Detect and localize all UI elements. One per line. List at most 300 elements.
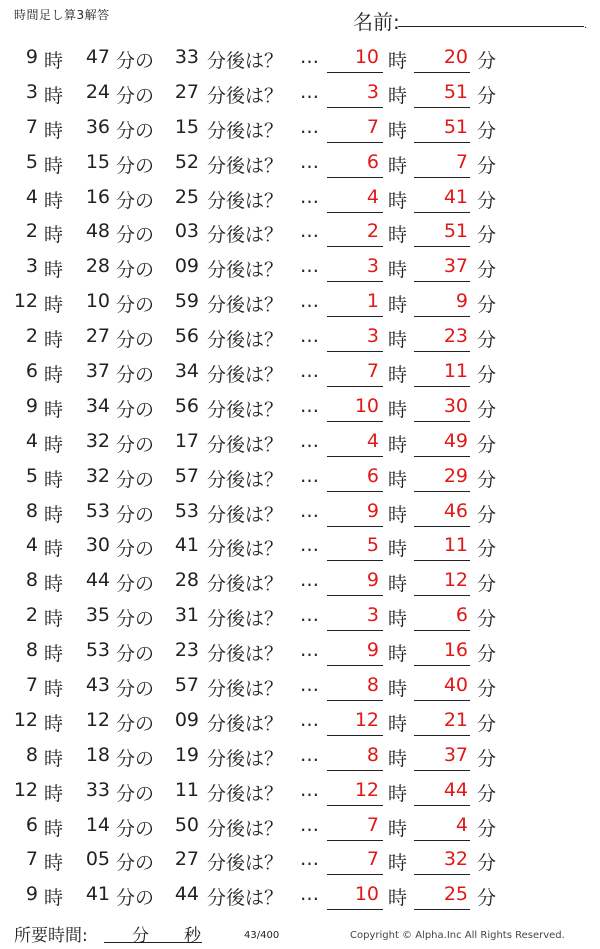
start-minute: 05 bbox=[85, 848, 110, 871]
name-label: 名前: bbox=[353, 10, 400, 34]
answer-hour[interactable]: 9 bbox=[327, 569, 383, 596]
answer-hour[interactable]: 10 bbox=[327, 395, 383, 422]
minute-char: 分 bbox=[477, 538, 497, 561]
added-minutes: 56 bbox=[174, 325, 199, 348]
minute-char: 分 bbox=[477, 224, 497, 247]
name-field-line[interactable] bbox=[398, 26, 584, 27]
hour-char: 時 bbox=[44, 468, 64, 491]
answer-hour[interactable]: 6 bbox=[327, 151, 383, 178]
answer-minute[interactable]: 51 bbox=[414, 116, 470, 143]
minute-char: 分 bbox=[477, 433, 497, 456]
start-hour: 12 bbox=[13, 778, 38, 801]
start-hour: 2 bbox=[25, 325, 38, 348]
hour-char: 時 bbox=[44, 747, 64, 770]
minutes-after-text: 分後は？ bbox=[207, 887, 284, 910]
start-hour: 3 bbox=[25, 80, 38, 103]
start-hour: 9 bbox=[25, 394, 38, 417]
answer-minute[interactable]: 44 bbox=[414, 779, 470, 806]
minute-char: 分 bbox=[477, 84, 497, 107]
hour-char: 時 bbox=[44, 538, 64, 561]
hour-char: 時 bbox=[388, 294, 408, 317]
start-hour: 5 bbox=[25, 464, 38, 487]
hour-char: 時 bbox=[44, 887, 64, 910]
answer-hour[interactable]: 4 bbox=[327, 186, 383, 213]
start-hour: 3 bbox=[25, 255, 38, 278]
minutes-after-text: 分後は？ bbox=[207, 119, 284, 142]
start-minute: 47 bbox=[85, 46, 110, 68]
minutes-after-text: 分後は？ bbox=[207, 712, 284, 735]
ellipsis: … bbox=[300, 674, 319, 697]
minute-char: 分 bbox=[477, 329, 497, 352]
hour-char: 時 bbox=[388, 503, 408, 526]
answer-minute[interactable]: 9 bbox=[414, 290, 470, 317]
minute-of-text: 分の bbox=[116, 84, 155, 107]
hour-char: 時 bbox=[388, 608, 408, 631]
problem-row bbox=[0, 773, 600, 808]
problem-row bbox=[0, 494, 600, 529]
minute-of-text: 分の bbox=[116, 259, 155, 282]
minute-char: 分 bbox=[477, 154, 497, 177]
ellipsis: … bbox=[300, 220, 319, 243]
start-minute: 24 bbox=[85, 80, 110, 103]
minutes-after-text: 分後は？ bbox=[207, 433, 284, 456]
minutes-after-text: 分後は？ bbox=[207, 468, 284, 491]
minute-char: 分 bbox=[477, 364, 497, 387]
added-minutes: 52 bbox=[174, 150, 199, 173]
hour-char: 時 bbox=[44, 573, 64, 596]
start-minute: 32 bbox=[85, 429, 110, 452]
hour-char: 時 bbox=[388, 887, 408, 910]
answer-hour[interactable]: 12 bbox=[327, 779, 383, 806]
hour-char: 時 bbox=[44, 329, 64, 352]
start-minute: 53 bbox=[85, 639, 110, 662]
start-hour: 7 bbox=[25, 115, 38, 138]
problem-row bbox=[0, 842, 600, 877]
problem-row bbox=[0, 877, 600, 912]
answer-hour[interactable]: 9 bbox=[327, 500, 383, 527]
start-hour: 7 bbox=[25, 674, 38, 697]
minute-of-text: 分の bbox=[116, 887, 155, 910]
ellipsis: … bbox=[300, 813, 319, 836]
answer-minute[interactable]: 46 bbox=[414, 500, 470, 527]
minute-of-text: 分の bbox=[116, 503, 155, 526]
hour-char: 時 bbox=[44, 398, 64, 421]
hour-char: 時 bbox=[44, 678, 64, 701]
start-hour: 9 bbox=[25, 46, 38, 68]
answer-minute[interactable]: 49 bbox=[414, 430, 470, 457]
minute-char: 分 bbox=[477, 573, 497, 596]
minute-char: 分 bbox=[477, 712, 497, 735]
start-minute: 14 bbox=[85, 813, 110, 836]
minute-of-text: 分の bbox=[116, 119, 155, 142]
answer-hour[interactable]: 4 bbox=[327, 430, 383, 457]
minutes-after-text: 分後は？ bbox=[207, 50, 284, 72]
added-minutes: 41 bbox=[174, 534, 199, 557]
start-hour: 7 bbox=[25, 848, 38, 871]
minute-of-text: 分の bbox=[116, 747, 155, 770]
minute-of-text: 分の bbox=[116, 224, 155, 247]
answer-minute[interactable]: 12 bbox=[414, 569, 470, 596]
problem-row bbox=[0, 389, 600, 424]
problem-row bbox=[0, 668, 600, 703]
ellipsis: … bbox=[300, 569, 319, 592]
hour-char: 時 bbox=[44, 608, 64, 631]
hour-char: 時 bbox=[44, 119, 64, 142]
minute-char: 分 bbox=[477, 468, 497, 491]
minutes-after-text: 分後は？ bbox=[207, 259, 284, 282]
minute-of-text: 分の bbox=[116, 852, 155, 875]
start-minute: 15 bbox=[85, 150, 110, 173]
start-minute: 35 bbox=[85, 604, 110, 627]
start-minute: 18 bbox=[85, 743, 110, 766]
answer-hour[interactable]: 1 bbox=[327, 290, 383, 317]
hour-char: 時 bbox=[44, 817, 64, 840]
ellipsis: … bbox=[300, 360, 319, 383]
answer-hour[interactable]: 7 bbox=[327, 116, 383, 143]
hour-char: 時 bbox=[44, 84, 64, 107]
answer-minute[interactable]: 30 bbox=[414, 395, 470, 422]
ellipsis: … bbox=[300, 150, 319, 173]
start-hour: 6 bbox=[25, 813, 38, 836]
start-minute: 48 bbox=[85, 220, 110, 243]
ellipsis: … bbox=[300, 708, 319, 731]
added-minutes: 27 bbox=[174, 80, 199, 103]
added-minutes: 23 bbox=[174, 639, 199, 662]
start-minute: 41 bbox=[85, 883, 110, 906]
hour-char: 時 bbox=[388, 84, 408, 107]
minute-char: 分 bbox=[477, 678, 497, 701]
answer-hour[interactable]: 7 bbox=[327, 848, 383, 875]
minute-char: 分 bbox=[477, 782, 497, 805]
problem-row bbox=[0, 354, 600, 389]
problem-list bbox=[0, 40, 600, 912]
ellipsis: … bbox=[300, 464, 319, 487]
hour-char: 時 bbox=[44, 294, 64, 317]
hour-char: 時 bbox=[388, 224, 408, 247]
minute-of-text: 分の bbox=[116, 573, 155, 596]
ellipsis: … bbox=[300, 604, 319, 627]
ellipsis: … bbox=[300, 185, 319, 208]
start-minute: 27 bbox=[85, 325, 110, 348]
answer-minute[interactable]: 16 bbox=[414, 639, 470, 666]
hour-char: 時 bbox=[388, 852, 408, 875]
start-hour: 8 bbox=[25, 499, 38, 522]
minutes-after-text: 分後は？ bbox=[207, 538, 284, 561]
hour-char: 時 bbox=[44, 50, 64, 72]
ellipsis: … bbox=[300, 325, 319, 348]
minute-of-text: 分の bbox=[116, 154, 155, 177]
added-minutes: 03 bbox=[174, 220, 199, 243]
minute-char: 分 bbox=[477, 119, 497, 142]
added-minutes: 31 bbox=[174, 604, 199, 627]
problem-row bbox=[0, 40, 600, 75]
answer-minute[interactable]: 4 bbox=[414, 814, 470, 841]
minutes-after-text: 分後は？ bbox=[207, 329, 284, 352]
minutes-after-text: 分後は？ bbox=[207, 503, 284, 526]
hour-char: 時 bbox=[44, 503, 64, 526]
ellipsis: … bbox=[300, 394, 319, 417]
answer-hour[interactable]: 8 bbox=[327, 744, 383, 771]
hour-char: 時 bbox=[44, 154, 64, 177]
start-hour: 4 bbox=[25, 185, 38, 208]
hour-char: 時 bbox=[388, 468, 408, 491]
start-hour: 6 bbox=[25, 360, 38, 383]
start-minute: 36 bbox=[85, 115, 110, 138]
added-minutes: 34 bbox=[174, 360, 199, 383]
answer-minute[interactable]: 37 bbox=[414, 255, 470, 282]
answer-minute[interactable]: 40 bbox=[414, 674, 470, 701]
minute-of-text: 分の bbox=[116, 364, 155, 387]
time-required-label: 所要時間: bbox=[14, 926, 88, 946]
answer-hour[interactable]: 3 bbox=[327, 325, 383, 352]
problem-row bbox=[0, 319, 600, 354]
problem-row bbox=[0, 598, 600, 633]
ellipsis: … bbox=[300, 883, 319, 906]
start-hour: 4 bbox=[25, 429, 38, 452]
added-minutes: 09 bbox=[174, 255, 199, 278]
problem-row bbox=[0, 808, 600, 843]
added-minutes: 59 bbox=[174, 290, 199, 313]
minutes-after-text: 分後は？ bbox=[207, 852, 284, 875]
problem-row bbox=[0, 459, 600, 494]
minutes-after-text: 分後は？ bbox=[207, 782, 284, 805]
answer-hour[interactable]: 8 bbox=[327, 674, 383, 701]
hour-char: 時 bbox=[388, 189, 408, 212]
minute-of-text: 分の bbox=[116, 678, 155, 701]
minutes-after-text: 分後は？ bbox=[207, 678, 284, 701]
added-minutes: 27 bbox=[174, 848, 199, 871]
hour-char: 時 bbox=[44, 433, 64, 456]
start-hour: 8 bbox=[25, 569, 38, 592]
start-minute: 43 bbox=[85, 674, 110, 697]
minutes-after-text: 分後は？ bbox=[207, 608, 284, 631]
minute-char: 分 bbox=[477, 294, 497, 317]
name-field-dot: . bbox=[584, 20, 588, 31]
minutes-after-text: 分後は？ bbox=[207, 154, 284, 177]
hour-char: 時 bbox=[44, 782, 64, 805]
hour-char: 時 bbox=[388, 433, 408, 456]
minute-char: 分 bbox=[477, 398, 497, 421]
minutes-after-text: 分後は？ bbox=[207, 643, 284, 666]
start-minute: 28 bbox=[85, 255, 110, 278]
answer-minute[interactable]: 29 bbox=[414, 465, 470, 492]
hour-char: 時 bbox=[44, 224, 64, 247]
copyright-text: Copyright © Alpha.Inc All Rights Reserved. bbox=[350, 930, 565, 941]
problem-row bbox=[0, 110, 600, 145]
problem-row bbox=[0, 563, 600, 598]
added-minutes: 11 bbox=[174, 778, 199, 801]
answer-hour[interactable]: 2 bbox=[327, 220, 383, 247]
answer-hour[interactable]: 7 bbox=[327, 360, 383, 387]
answer-hour[interactable]: 12 bbox=[327, 709, 383, 736]
ellipsis: … bbox=[300, 290, 319, 313]
minute-of-text: 分の bbox=[116, 398, 155, 421]
answer-minute[interactable]: 51 bbox=[414, 220, 470, 247]
answer-hour[interactable]: 5 bbox=[327, 534, 383, 561]
start-minute: 34 bbox=[85, 394, 110, 417]
hour-char: 時 bbox=[388, 398, 408, 421]
answer-minute[interactable]: 20 bbox=[414, 46, 470, 73]
hour-char: 時 bbox=[388, 538, 408, 561]
hour-char: 時 bbox=[388, 364, 408, 387]
ellipsis: … bbox=[300, 255, 319, 278]
minute-of-text: 分の bbox=[116, 329, 155, 352]
problem-row bbox=[0, 738, 600, 773]
added-minutes: 56 bbox=[174, 394, 199, 417]
added-minutes: 09 bbox=[174, 708, 199, 731]
answer-minute[interactable]: 32 bbox=[414, 848, 470, 875]
worksheet-title: 時間足し算3解答 bbox=[14, 8, 110, 22]
time-seconds-label: 秒 bbox=[184, 926, 201, 946]
hour-char: 時 bbox=[388, 712, 408, 735]
added-minutes: 57 bbox=[174, 464, 199, 487]
start-minute: 30 bbox=[85, 534, 110, 557]
minute-of-text: 分の bbox=[116, 608, 155, 631]
minutes-after-text: 分後は？ bbox=[207, 573, 284, 596]
start-minute: 16 bbox=[85, 185, 110, 208]
hour-char: 時 bbox=[388, 154, 408, 177]
answer-minute[interactable]: 6 bbox=[414, 604, 470, 631]
answer-minute[interactable]: 25 bbox=[414, 883, 470, 910]
start-minute: 44 bbox=[85, 569, 110, 592]
hour-char: 時 bbox=[388, 782, 408, 805]
problem-row bbox=[0, 214, 600, 249]
problem-row bbox=[0, 424, 600, 459]
ellipsis: … bbox=[300, 778, 319, 801]
start-hour: 4 bbox=[25, 534, 38, 557]
added-minutes: 28 bbox=[174, 569, 199, 592]
ellipsis: … bbox=[300, 80, 319, 103]
answer-minute[interactable]: 23 bbox=[414, 325, 470, 352]
minute-char: 分 bbox=[477, 259, 497, 282]
minute-char: 分 bbox=[477, 503, 497, 526]
start-minute: 10 bbox=[85, 290, 110, 313]
answer-hour[interactable]: 3 bbox=[327, 81, 383, 108]
minute-char: 分 bbox=[477, 817, 497, 840]
minute-of-text: 分の bbox=[116, 189, 155, 212]
time-minutes-label: 分 bbox=[132, 926, 149, 946]
added-minutes: 44 bbox=[174, 883, 199, 906]
hour-char: 時 bbox=[44, 364, 64, 387]
hour-char: 時 bbox=[388, 573, 408, 596]
added-minutes: 33 bbox=[174, 46, 199, 68]
answer-minute[interactable]: 11 bbox=[414, 360, 470, 387]
minutes-after-text: 分後は？ bbox=[207, 747, 284, 770]
problem-row bbox=[0, 249, 600, 284]
problem-row bbox=[0, 633, 600, 668]
answer-hour[interactable]: 3 bbox=[327, 255, 383, 282]
answer-hour[interactable]: 6 bbox=[327, 465, 383, 492]
problem-row bbox=[0, 75, 600, 110]
answer-hour[interactable]: 9 bbox=[327, 639, 383, 666]
answer-hour[interactable]: 7 bbox=[327, 814, 383, 841]
ellipsis: … bbox=[300, 429, 319, 452]
minute-of-text: 分の bbox=[116, 643, 155, 666]
minute-of-text: 分の bbox=[116, 433, 155, 456]
start-minute: 12 bbox=[85, 708, 110, 731]
answer-hour[interactable]: 3 bbox=[327, 604, 383, 631]
minute-of-text: 分の bbox=[116, 712, 155, 735]
minute-char: 分 bbox=[477, 747, 497, 770]
minutes-after-text: 分後は？ bbox=[207, 84, 284, 107]
minute-of-text: 分の bbox=[116, 50, 155, 72]
minutes-after-text: 分後は？ bbox=[207, 364, 284, 387]
ellipsis: … bbox=[300, 743, 319, 766]
problem-row bbox=[0, 284, 600, 319]
page-number: 43/400 bbox=[244, 930, 280, 941]
answer-minute[interactable]: 37 bbox=[414, 744, 470, 771]
added-minutes: 17 bbox=[174, 429, 199, 452]
minute-char: 分 bbox=[477, 643, 497, 666]
added-minutes: 57 bbox=[174, 674, 199, 697]
start-hour: 5 bbox=[25, 150, 38, 173]
minutes-after-text: 分後は？ bbox=[207, 294, 284, 317]
hour-char: 時 bbox=[44, 259, 64, 282]
ellipsis: … bbox=[300, 534, 319, 557]
start-hour: 8 bbox=[25, 639, 38, 662]
ellipsis: … bbox=[300, 46, 319, 68]
minute-char: 分 bbox=[477, 189, 497, 212]
problem-row bbox=[0, 528, 600, 563]
answer-minute[interactable]: 21 bbox=[414, 709, 470, 736]
minute-of-text: 分の bbox=[116, 294, 155, 317]
added-minutes: 15 bbox=[174, 115, 199, 138]
hour-char: 時 bbox=[388, 119, 408, 142]
hour-char: 時 bbox=[388, 259, 408, 282]
answer-minute[interactable]: 41 bbox=[414, 186, 470, 213]
start-hour: 12 bbox=[13, 290, 38, 313]
hour-char: 時 bbox=[388, 50, 408, 72]
problem-row bbox=[0, 145, 600, 180]
ellipsis: … bbox=[300, 848, 319, 871]
hour-char: 時 bbox=[388, 678, 408, 701]
minute-char: 分 bbox=[477, 608, 497, 631]
hour-char: 時 bbox=[44, 643, 64, 666]
minutes-after-text: 分後は？ bbox=[207, 817, 284, 840]
minute-char: 分 bbox=[477, 50, 497, 72]
answer-minute[interactable]: 7 bbox=[414, 151, 470, 178]
problem-row bbox=[0, 180, 600, 215]
added-minutes: 53 bbox=[174, 499, 199, 522]
added-minutes: 50 bbox=[174, 813, 199, 836]
hour-char: 時 bbox=[388, 817, 408, 840]
problem-row bbox=[0, 703, 600, 738]
ellipsis: … bbox=[300, 115, 319, 138]
ellipsis: … bbox=[300, 639, 319, 662]
hour-char: 時 bbox=[44, 852, 64, 875]
start-hour: 2 bbox=[25, 220, 38, 243]
answer-minute[interactable]: 11 bbox=[414, 534, 470, 561]
answer-hour[interactable]: 10 bbox=[327, 46, 383, 73]
start-hour: 8 bbox=[25, 743, 38, 766]
start-minute: 33 bbox=[85, 778, 110, 801]
added-minutes: 19 bbox=[174, 743, 199, 766]
minute-of-text: 分の bbox=[116, 782, 155, 805]
hour-char: 時 bbox=[388, 329, 408, 352]
start-hour: 2 bbox=[25, 604, 38, 627]
minute-of-text: 分の bbox=[116, 538, 155, 561]
answer-minute[interactable]: 51 bbox=[414, 81, 470, 108]
minutes-after-text: 分後は？ bbox=[207, 398, 284, 421]
minute-of-text: 分の bbox=[116, 468, 155, 491]
hour-char: 時 bbox=[388, 643, 408, 666]
answer-hour[interactable]: 10 bbox=[327, 883, 383, 910]
start-minute: 37 bbox=[85, 360, 110, 383]
minutes-after-text: 分後は？ bbox=[207, 189, 284, 212]
hour-char: 時 bbox=[388, 747, 408, 770]
hour-char: 時 bbox=[44, 712, 64, 735]
ellipsis: … bbox=[300, 499, 319, 522]
